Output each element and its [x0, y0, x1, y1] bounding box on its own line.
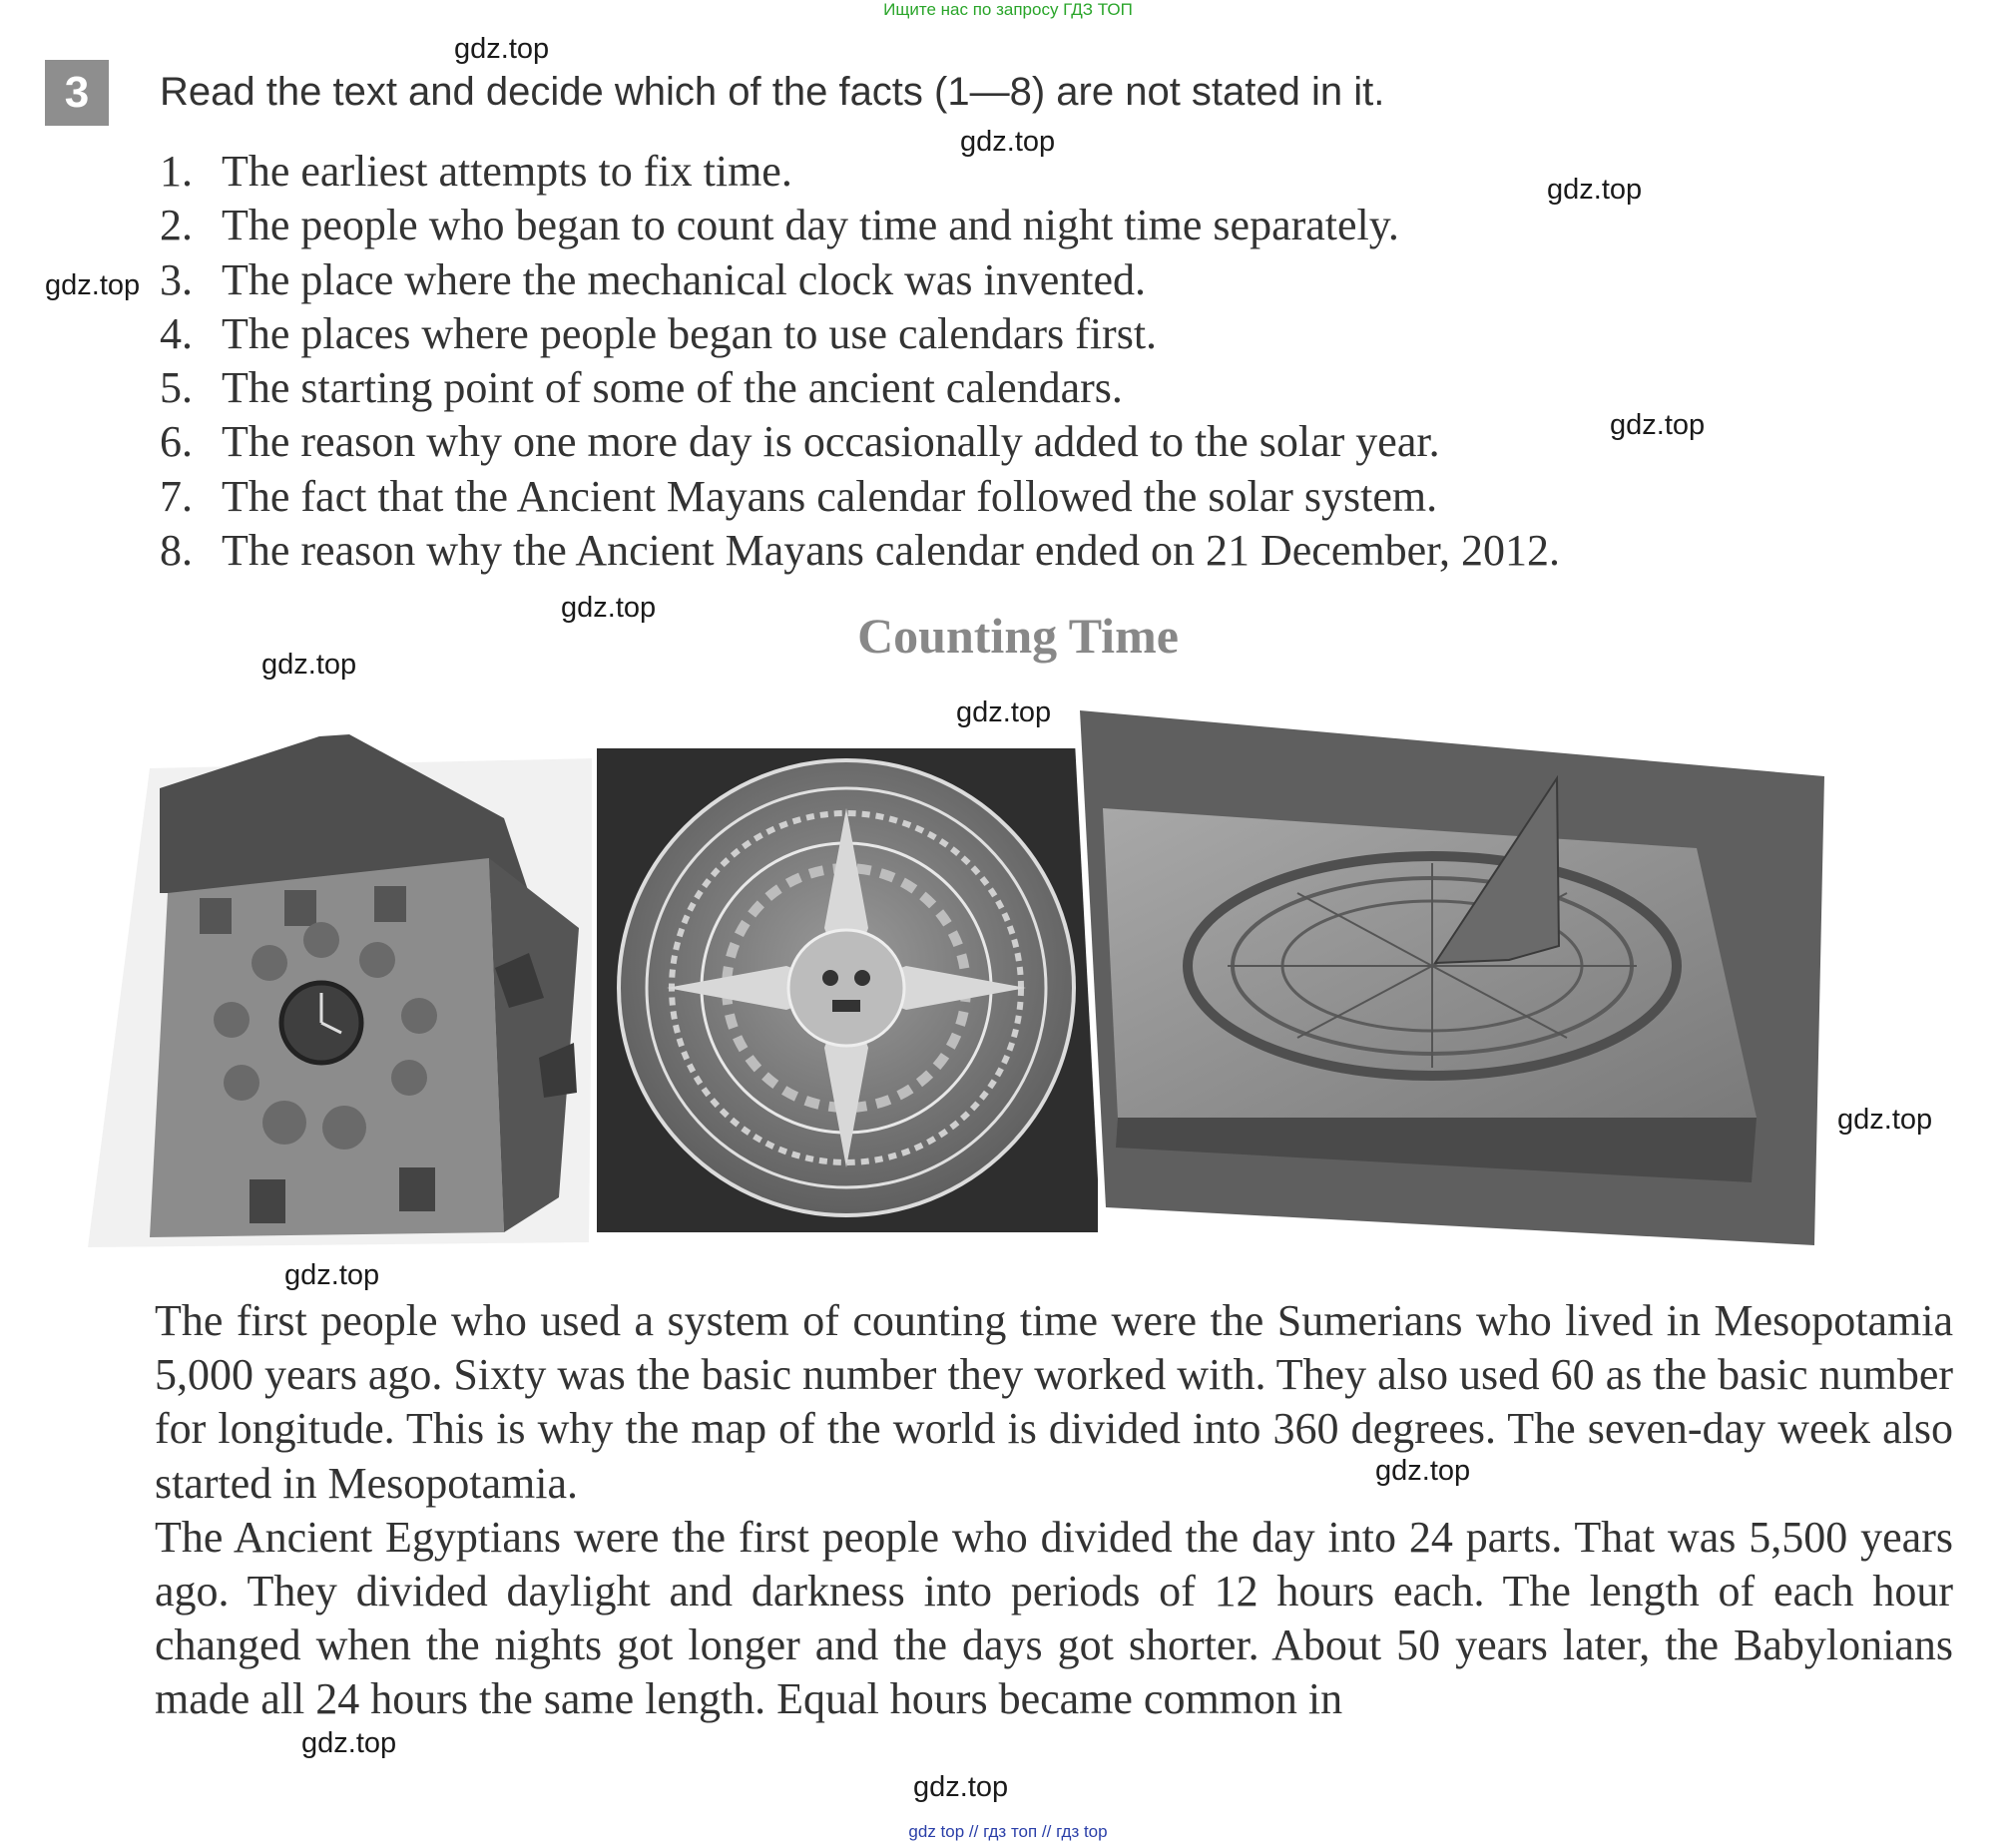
fact-item: 4. The places where people began to use calendars first. — [160, 308, 1158, 358]
fact-item: 2. The people who began to count day time and night time separately. — [160, 201, 1399, 250]
watermark: gdz.top — [1547, 174, 1643, 206]
fact-item: 3. The place where the mechanical clock was invented. — [160, 254, 1146, 304]
aztec-calendar-photo — [592, 743, 1103, 1237]
watermark: gdz.top — [301, 1727, 397, 1759]
article-title: Counting Time — [857, 608, 1179, 664]
footer-links[interactable]: gdz top // гдз топ // гдз top — [908, 1822, 1108, 1841]
watermark: gdz.top — [960, 126, 1056, 158]
article-paragraph: The Ancient Egyptians were the first people who divided the day into 24 parts. That was 5,500 years ago. They divided daylight and darkness into periods of 12 hours each. The length of each hour changed when the nights got longer and the days got shorter. About 50 years later, the Babylonians made all 24 hours the same length. Equal hours became common in — [155, 1512, 1953, 1724]
watermark: gdz.top — [913, 1771, 1009, 1803]
fact-item: 1. The earliest attempts to fix time. — [160, 147, 792, 196]
fact-item: 8. The reason why the Ancient Mayans calendar ended on 21 December, 2012. — [160, 526, 1560, 576]
exercise-instruction: Read the text and decide which of the facts (1—8) are not stated in it. — [160, 70, 1385, 114]
clock-tower-photo — [88, 734, 594, 1247]
watermark: gdz.top — [284, 1259, 380, 1291]
top-banner[interactable]: Ищите нас по запросу ГДЗ ТОП — [883, 0, 1133, 19]
fact-item: 5. The starting point of some of the ancient calendars. — [160, 363, 1123, 413]
sundial-photo — [1073, 703, 1831, 1257]
watermark: gdz.top — [1837, 1104, 1933, 1136]
fact-item: 7. The fact that the Ancient Mayans calendar followed the solar system. — [160, 471, 1438, 521]
exercise-number-badge: 3 — [45, 60, 109, 126]
watermark: gdz.top — [1375, 1455, 1471, 1487]
article-paragraph: The first people who used a system of counting time were the Sumerians who lived in Mesopotamia 5,000 years ago. Sixty was the basic number they worked with. They also used 60 as the basic number for longitude. This is why the map of the world is divided into 360 degrees. The seven-day week also started in Mesopotamia. — [155, 1296, 1953, 1508]
article-body — [155, 1294, 1953, 1727]
watermark: gdz.top — [1610, 409, 1706, 441]
fact-item: 6. The reason why one more day is occasionally added to the solar year. — [160, 417, 1440, 467]
watermark: gdz.top — [956, 696, 1052, 728]
photo-collage — [0, 698, 2016, 1297]
watermark: gdz.top — [454, 33, 550, 65]
facts-list — [160, 145, 1560, 578]
watermark: gdz.top — [45, 269, 141, 301]
watermark: gdz.top — [261, 649, 357, 681]
watermark: gdz.top — [561, 592, 657, 624]
